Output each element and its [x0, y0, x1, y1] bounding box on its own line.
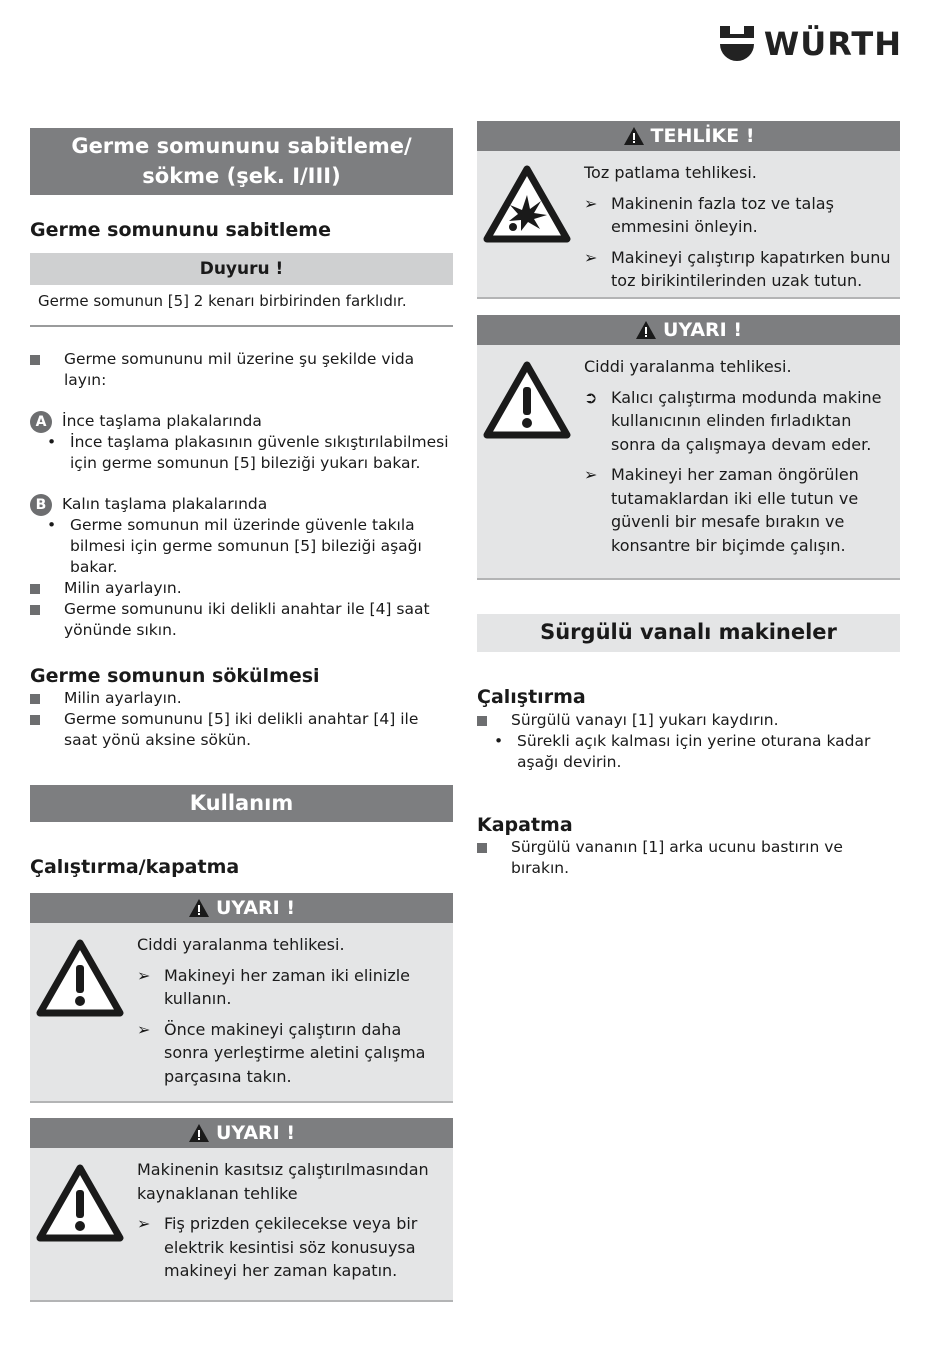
warning-box-1: [30, 893, 453, 1103]
list-item: Germe somununu mil üzerine şu şekilde vida layın:: [30, 349, 453, 391]
case-b: [30, 494, 453, 515]
warning-triangle-icon: [188, 898, 210, 918]
list-item: Sürgülü vananın [1] arka ucunu bastırın ve bırakın.: [477, 837, 900, 879]
list-item: Milin ayarlayın.: [30, 578, 453, 599]
letter-a-badge: A: [30, 411, 52, 433]
explosion-warning-icon: [483, 165, 571, 245]
warning-title: UYARI !: [215, 897, 296, 919]
arrow-bullet-icon: ➢: [137, 965, 151, 985]
danger-box: [477, 121, 900, 299]
warning-triangle-icon: [635, 320, 657, 340]
mount-instructions: [30, 349, 453, 641]
subheading-on-off: Çalıştırma/kapatma: [30, 856, 240, 878]
subheading-stop: Kapatma: [477, 814, 573, 836]
section-title-text: Kullanım: [189, 791, 294, 815]
section-title-slider: [477, 614, 900, 652]
warning-header: [30, 893, 453, 923]
wurth-logo-icon: [718, 24, 756, 64]
section-title-text: Sürgülü vanalı makineler: [540, 620, 837, 644]
warning-triangle-icon: [188, 1123, 210, 1143]
case-a: [30, 411, 453, 432]
section-title-text: Germe somununu sabitleme/ sökme (şek. I/III): [71, 134, 412, 188]
dot-bullet-icon: •: [47, 433, 57, 451]
notice-box: [30, 253, 453, 327]
arrow-bullet-icon: ➢: [584, 465, 598, 484]
remove-instructions: [30, 688, 453, 751]
list-item: Germe somununu [5] iki delikli anahtar [4] ile saat yönü aksine sökün.: [30, 709, 453, 751]
arrow-bullet-icon: ➢: [137, 1214, 151, 1233]
square-bullet-icon: [30, 605, 40, 615]
list-item: Germe somununu iki delikli anahtar ile [4] saat yönünde sıkın.: [30, 599, 453, 641]
section-title-usage: [30, 785, 453, 822]
subheading-start: Çalıştırma: [477, 686, 586, 708]
arrow-bullet-icon: ➢: [584, 247, 598, 267]
warning-title: UYARI !: [215, 1122, 296, 1144]
brand-logo: [718, 24, 902, 64]
square-bullet-icon: [30, 694, 40, 704]
notice-title: Duyuru !: [30, 253, 453, 285]
warning-intro: Ciddi yaralanma tehlikesi.: [584, 357, 792, 376]
list-detail: • Sürekli açık kalması için yerine oturana kadar aşağı devirin.: [494, 732, 871, 771]
letter-b-badge: B: [30, 494, 52, 516]
warning-body: [477, 345, 900, 569]
brand-name: WÜRTH: [763, 25, 902, 63]
exclamation-warning-icon: [36, 939, 124, 1019]
stop-instructions: [477, 837, 900, 879]
arrow-bullet-icon: ➢: [137, 1019, 151, 1039]
warning-title: UYARI !: [662, 319, 743, 341]
warning-intro: Ciddi yaralanma tehlikesi.: [137, 935, 345, 954]
list-item: Milin ayarlayın.: [30, 688, 453, 709]
section-title-mounting: [30, 128, 453, 195]
warning-box-2: [30, 1118, 453, 1302]
warning-body: [30, 923, 453, 1100]
square-bullet-icon: [30, 355, 40, 365]
danger-body: [477, 151, 900, 305]
danger-action: ➢ Makinenin fazla toz ve talaş emmesini önleyin.: [584, 193, 834, 236]
case-b-label: Kalın taşlama plakalarında: [62, 495, 268, 513]
warning-action: ➢ Fiş prizden çekilecekse veya bir elektrik kesintisi söz konusuysa makineyi her zaman kapatın.: [137, 1214, 418, 1280]
warning-intro: Makinenin kasıtsız çalıştırılmasından kaynaklanan tehlike: [137, 1160, 429, 1203]
danger-title: TEHLİKE !: [650, 125, 755, 147]
warning-box-3: [477, 315, 900, 580]
exclamation-warning-icon: [36, 1164, 124, 1244]
warning-action: ➢ Önce makineyi çalıştırın daha sonra yerleştirme aletini çalışma parçasına takın.: [137, 1019, 426, 1086]
notice-text: Germe somunun [5] 2 kenarı birbirinden farklıdır.: [30, 285, 453, 325]
square-bullet-icon: [30, 584, 40, 594]
case-a-detail: • İnce taşlama plakasının güvenle sıkıştırılabilmesi için germe somunun [5] bileziği yukarı bakar.: [47, 433, 449, 472]
list-item: Sürgülü vanayı [1] yukarı kaydırın.: [477, 710, 900, 731]
square-bullet-icon: [477, 843, 487, 853]
danger-header: [477, 121, 900, 151]
warning-action: ➢ Makineyi her zaman iki elinizle kullanın.: [137, 965, 411, 1008]
warning-triangle-icon: [623, 126, 645, 146]
danger-action: ➢ Makineyi çalıştırıp kapatırken bunu toz birikintilerinden uzak tutun.: [584, 247, 891, 290]
danger-intro: Toz patlama tehlikesi.: [584, 163, 757, 182]
warning-result: ➲ Kalıcı çalıştırma modunda makine kullanıcının elinden fırladıktan sonra da çalışmaya devam eder.: [584, 387, 882, 454]
case-a-label: İnce taşlama plakalarında: [62, 412, 262, 430]
warning-body: [30, 1148, 453, 1295]
dot-bullet-icon: •: [47, 516, 57, 534]
case-b-detail: • Germe somunun mil üzerinde güvenle takıla bilmesi için germe somunun [5] bileziği aşağı bakar.: [47, 516, 422, 576]
warning-action: ➢ Makineyi her zaman öngörülen tutamaklardan iki elle tutun ve güvenli bir mesafe bırakın ve konsantre bir biçimde çalışın.: [584, 465, 859, 555]
arrow-bullet-icon: ➢: [584, 193, 598, 213]
square-bullet-icon: [30, 715, 40, 725]
result-arrow-icon: ➲: [584, 387, 598, 407]
warning-header: [477, 315, 900, 345]
square-bullet-icon: [477, 716, 487, 726]
start-instructions: [477, 710, 900, 773]
dot-bullet-icon: •: [494, 732, 504, 750]
subheading-fix: Germe somununu sabitleme: [30, 219, 331, 241]
exclamation-warning-icon: [483, 361, 571, 441]
warning-header: [30, 1118, 453, 1148]
subheading-remove: Germe somunun sökülmesi: [30, 665, 320, 687]
